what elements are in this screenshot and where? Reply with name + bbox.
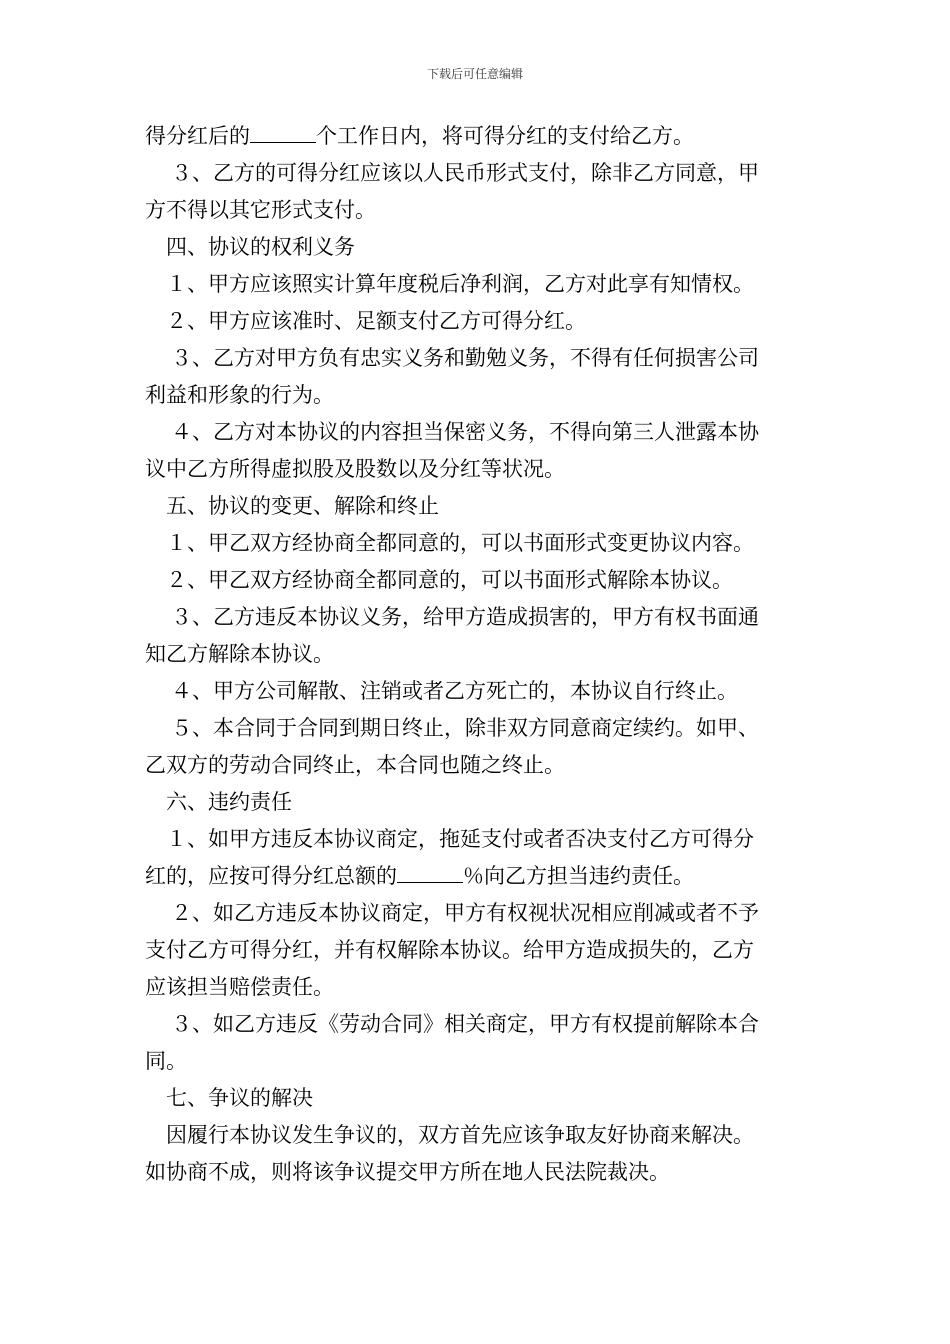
section-heading: 五、协议的变更、解除和终止 [166, 494, 439, 518]
text-segment: ％向乙方担当违约责任。 [463, 864, 694, 888]
paragraph-line: 如协商不成，则将该争议提交甲方所在地人民法院裁决。 [145, 1160, 670, 1184]
paragraph-line: 同。 [145, 1049, 187, 1073]
fill-in-blank [397, 864, 463, 883]
paragraph-line [145, 858, 815, 895]
section-heading: 七、争议的解决 [166, 1086, 313, 1110]
section-heading: 六、违约责任 [166, 790, 292, 814]
contract-body [145, 118, 815, 1191]
paragraph-line: ３、乙方对甲方负有忠实义务和勤勉义务，不得有任何损害公司 [171, 346, 759, 370]
paragraph-line [145, 118, 815, 155]
fill-in-blank [250, 124, 316, 143]
paragraph-line: ２、如乙方违反本协议商定，甲方有权视状况相应削减或者不予 [171, 901, 759, 925]
paragraph-line: ２、甲乙双方经协商全都同意的，可以书面形式解除本协议。 [166, 568, 733, 592]
paragraph-line: １、如甲方违反本协议商定，拖延支付或者否决支付乙方可得分 [166, 827, 754, 851]
paragraph-line: 乙双方的劳动合同终止，本合同也随之终止。 [145, 753, 565, 777]
text-segment: 得分红后的 [145, 124, 250, 148]
paragraph-line: 支付乙方可得分红，并有权解除本协议。给甲方造成损失的，乙方 [145, 938, 754, 962]
text-segment: 红的，应按可得分红总额的 [145, 864, 397, 888]
paragraph-line: ３、如乙方违反《劳动合同》相关商定，甲方有权提前解除本合 [171, 1012, 759, 1036]
paragraph-line: ５、本合同于合同到期日终止，除非双方同意商定续约。如甲、 [171, 716, 759, 740]
paragraph-line: ２、甲方应该准时、足额支付乙方可得分红。 [166, 309, 586, 333]
paragraph-line: 利益和形象的行为。 [145, 383, 334, 407]
paragraph-line: 知乙方解除本协议。 [145, 642, 334, 666]
paragraph-line: ３、乙方的可得分红应该以人民币形式支付，除非乙方同意，甲 [171, 161, 759, 185]
section-heading: 四、协议的权利义务 [166, 235, 355, 259]
page-header: 下载后可任意编辑 [426, 67, 523, 81]
paragraph-line: ４、乙方对本协议的内容担当保密义务，不得向第三人泄露本协 [171, 420, 759, 444]
paragraph-line: ３、乙方违反本协议义务，给甲方造成损害的，甲方有权书面通 [171, 605, 759, 629]
paragraph-line: 方不得以其它形式支付。 [145, 198, 376, 222]
paragraph-line: ４、甲方公司解散、注销或者乙方死亡的，本协议自行终止。 [171, 679, 738, 703]
text-segment: 个工作日内，将可得分红的支付给乙方。 [316, 124, 694, 148]
paragraph-line: 应该担当赔偿责任。 [145, 975, 334, 999]
paragraph-line: 因履行本协议发生争议的，双方首先应该争取友好协商来解决。 [166, 1123, 754, 1147]
paragraph-line: １、甲方应该照实计算年度税后净利润，乙方对此享有知情权。 [166, 272, 754, 296]
paragraph-line: 议中乙方所得虚拟股及股数以及分红等状况。 [145, 457, 565, 481]
paragraph-line: １、甲乙双方经协商全都同意的，可以书面形式变更协议内容。 [166, 531, 754, 555]
